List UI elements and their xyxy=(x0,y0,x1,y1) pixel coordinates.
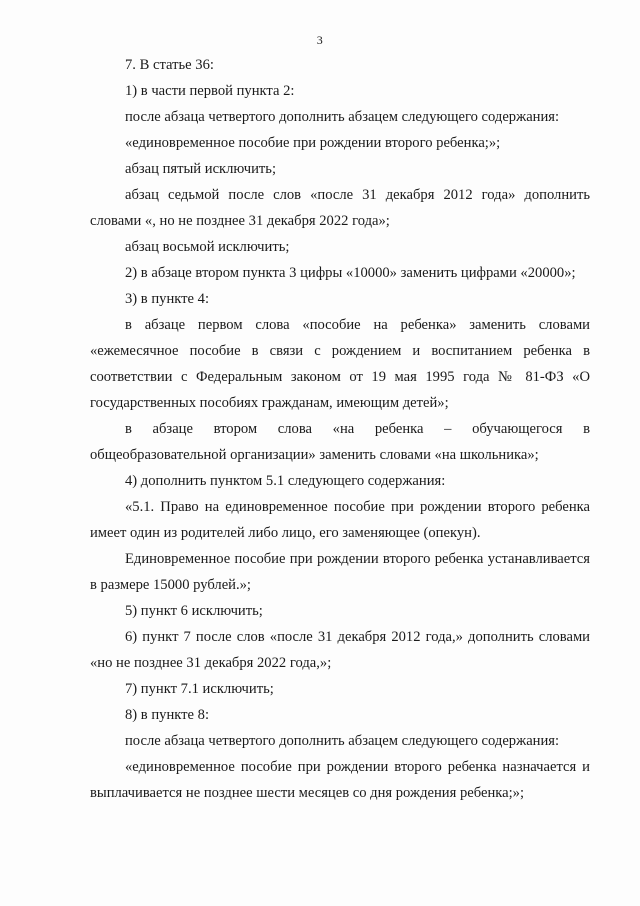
paragraph-item-2: 2) в абзаце втором пункта 3 цифры «10000» заменить цифрами «20000»; xyxy=(125,265,576,281)
page-number: 3 xyxy=(316,33,324,47)
paragraph-quote-payment: «единовременное пособие при рождении второго ребенка назначается и выплачивается не позднее шести месяцев со дня рождения ребенка;»; xyxy=(90,759,590,801)
paragraph-item-8: 8) в пункте 8: xyxy=(125,707,210,723)
paragraph-5-1-right: «5.1. Право на единовременное пособие при рождении второго ребенка имеет один из родителей либо лицо, его заменяющее (опекун). xyxy=(90,499,590,541)
paragraph-quote-second-child: «единовременное пособие при рождении второго ребенка;»; xyxy=(125,135,501,151)
paragraph-eighth-exclude: абзац восьмой исключить; xyxy=(125,239,290,255)
paragraph-item-7: 7) пункт 7.1 исключить; xyxy=(125,681,274,697)
paragraph-item-5: 5) пункт 6 исключить; xyxy=(125,603,263,619)
paragraph-5-1-amount: Единовременное пособие при рождении второго ребенка устанавливается в размере 15000 рублей.»; xyxy=(90,551,590,593)
paragraph-after-fourth: после абзаца четвертого дополнить абзацем следующего содержания: xyxy=(125,109,560,125)
document-body xyxy=(90,52,590,806)
paragraph-item-1: 1) в части первой пункта 2: xyxy=(125,83,295,99)
paragraph-first-replace: в абзаце первом слова «пособие на ребенка» заменить словами «ежемесячное пособие в связи с рождением и воспитанием ребенка в соответствии с Федеральным законом от 19 мая 1995 года № 81-ФЗ «О государственных пособиях гражданам, имеющим детей»; xyxy=(90,317,590,411)
paragraph-item-3: 3) в пункте 4: xyxy=(125,291,210,307)
paragraph-article-36: 7. В статье 36: xyxy=(125,57,214,73)
paragraph-seventh-add: абзац седьмой после слов «после 31 декабря 2012 года» дополнить словами «, но не позднее 31 декабря 2022 года»; xyxy=(90,187,590,229)
paragraph-fifth-exclude: абзац пятый исключить; xyxy=(125,161,277,177)
paragraph-item-4: 4) дополнить пунктом 5.1 следующего содержания: xyxy=(125,473,446,489)
paragraph-item-6: 6) пункт 7 после слов «после 31 декабря 2012 года,» дополнить словами «но не позднее 31 декабря 2022 года,»; xyxy=(90,629,590,671)
paragraph-after-fourth-2: после абзаца четвертого дополнить абзацем следующего содержания: xyxy=(125,733,560,749)
paragraph-second-replace: в абзаце втором слова «на ребенка – обучающегося в общеобразовательной организации» заменить словами «на школьника»; xyxy=(90,421,590,463)
